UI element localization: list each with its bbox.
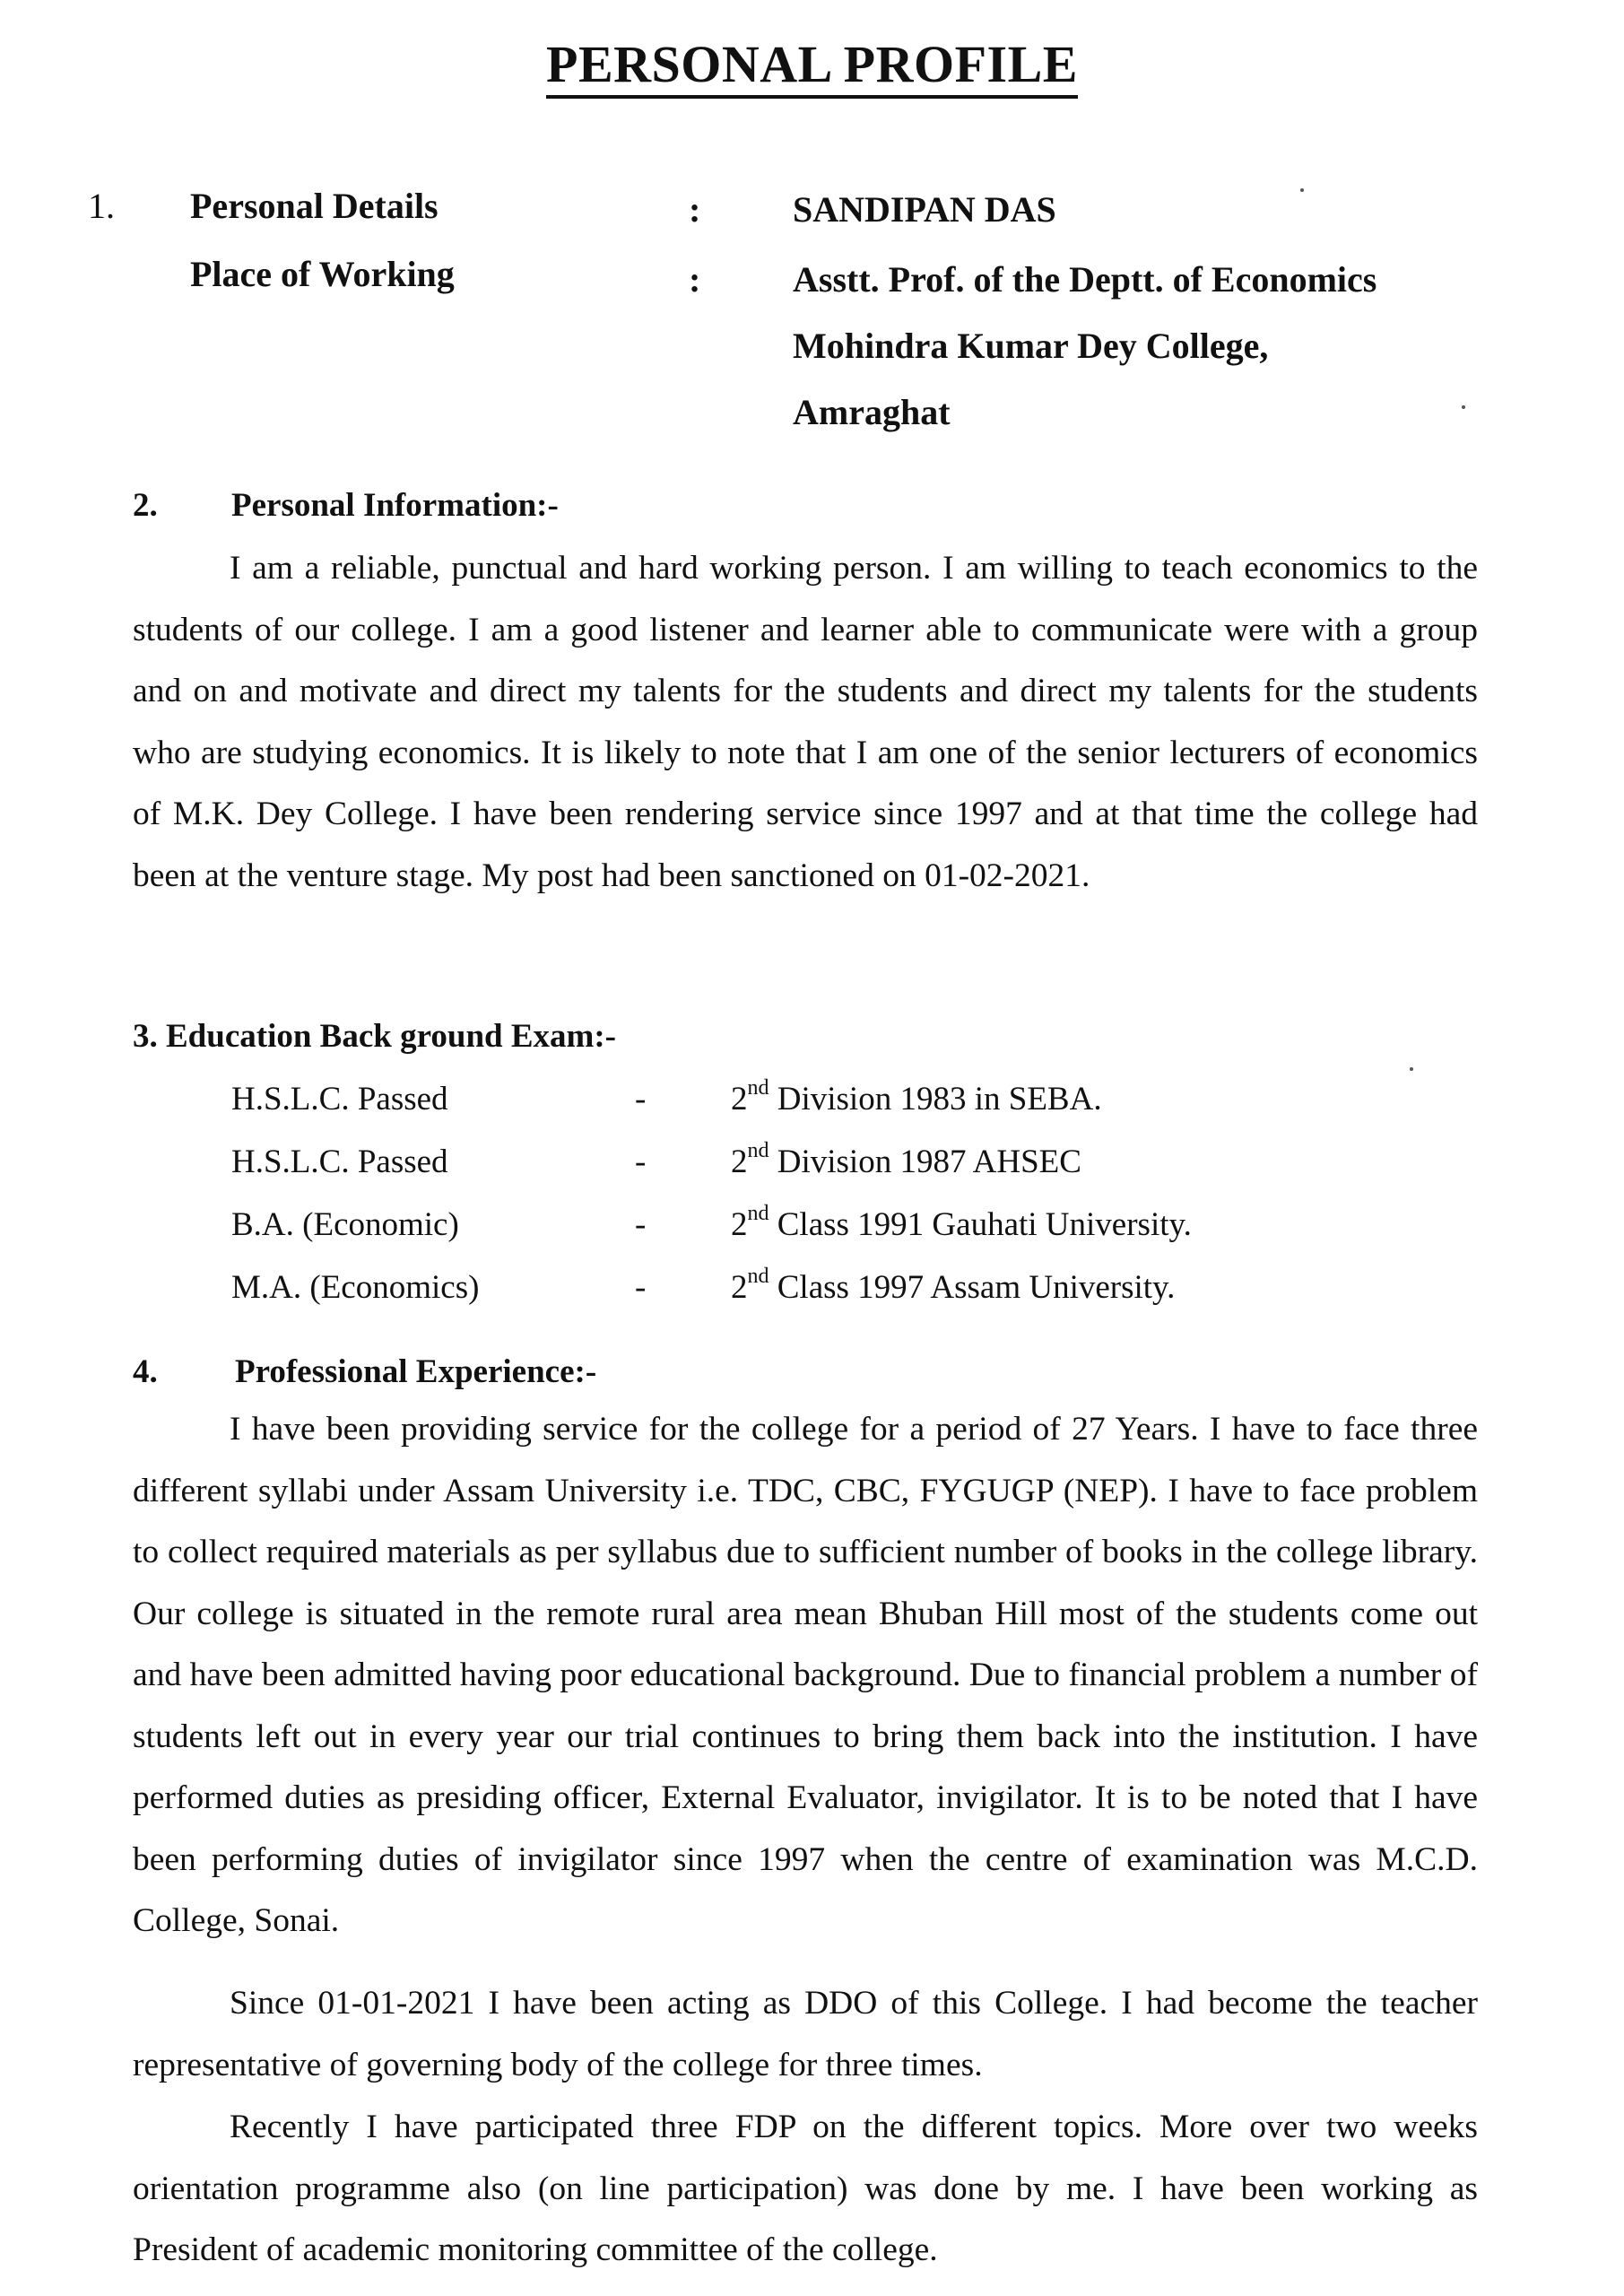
personal-details-label: Personal Details — [190, 186, 439, 226]
scan-speck — [1462, 405, 1465, 409]
education-exam-1: H.S.L.C. Passed — [231, 1081, 448, 1118]
education-exam-3: B.A. (Economic) — [231, 1206, 459, 1243]
professional-experience-paragraph-2: Since 01-01-2021 I have been acting as DDO of this College. I had become the teacher representative of governing body of the college for three times. — [133, 1985, 1478, 2083]
place-of-working-colon: : — [689, 259, 701, 300]
education-heading: 3. Education Back ground Exam:- — [133, 1018, 616, 1055]
professional-experience-paragraph-1: I have been providing service for the college for a period of 27 Years. I have to face three different syllabi under Assam University i.e. TDC, CBC, FYGUGP (NEP). I have to face problem to collect required materials as per syllabus due to sufficient number of books in the college library. Our college is situated in the remote rural area mean Bhuban Hill most of the students come out and have been admitted having poor educational background. Due to financial problem a number of students left out in every year our trial continues to bring them back into the institution. I have performed duties as presiding officer, External Evaluator, invigilator. It is to be noted that I have been performing duties of invigilator since 1997 when the centre of examination was M.C.D. College, Sonai. — [133, 1411, 1478, 1939]
education-result-2: 2nd Division 1987 AHSEC — [731, 1139, 1081, 1180]
page-title: PERSONAL PROFILE — [0, 34, 1624, 94]
section-2-number: 2. — [133, 487, 158, 524]
education-dash-4: - — [635, 1269, 647, 1306]
college-location: Amraghat — [793, 392, 951, 432]
education-dash-1: - — [635, 1081, 647, 1118]
education-dash-3: - — [635, 1206, 647, 1243]
professional-experience-paragraph-3: Recently I have participated three FDP on the different topics. More over two weeks orientation programme also (on line participation) was done by me. I have been working as President of academic monitoring committee of the college. — [133, 2109, 1478, 2268]
personal-details-value: SANDIPAN DAS — [793, 189, 1056, 230]
education-result-4: 2nd Class 1997 Assam University. — [731, 1265, 1176, 1306]
education-dash-2: - — [635, 1144, 647, 1180]
section-1-number: 1. — [88, 186, 115, 226]
personal-information-paragraph: I am a reliable, punctual and hard working person. I am willing to teach economics to the students of our college. I am a good listener and learner able to communicate were with a group and on and motivate and direct my talents for the students and direct my talents for the students who are studying economics. It is likely to note that I am one of the senior lecturers of economics of M.K. Dey College. I have been rendering service since 1997 and at that time the college had been at the venture stage. My post had been sanctioned on 01-02-2021. — [133, 550, 1478, 894]
personal-details-colon: : — [689, 189, 701, 230]
place-of-working-label: Place of Working — [190, 254, 455, 294]
education-exam-4: M.A. (Economics) — [231, 1269, 480, 1306]
scan-speck — [1300, 188, 1304, 192]
personal-information-heading: Personal Information:- — [231, 487, 559, 524]
scan-speck — [1410, 1067, 1413, 1071]
college-name: Mohindra Kumar Dey College, — [793, 326, 1269, 366]
education-result-3: 2nd Class 1991 Gauhati University. — [731, 1202, 1192, 1243]
professional-experience-heading: Professional Experience:- — [235, 1353, 597, 1390]
education-exam-2: H.S.L.C. Passed — [231, 1144, 448, 1180]
section-4-number: 4. — [133, 1353, 158, 1390]
education-result-1: 2nd Division 1983 in SEBA. — [731, 1076, 1102, 1118]
place-of-working-value: Asstt. Prof. of the Deptt. of Economics — [793, 259, 1377, 300]
